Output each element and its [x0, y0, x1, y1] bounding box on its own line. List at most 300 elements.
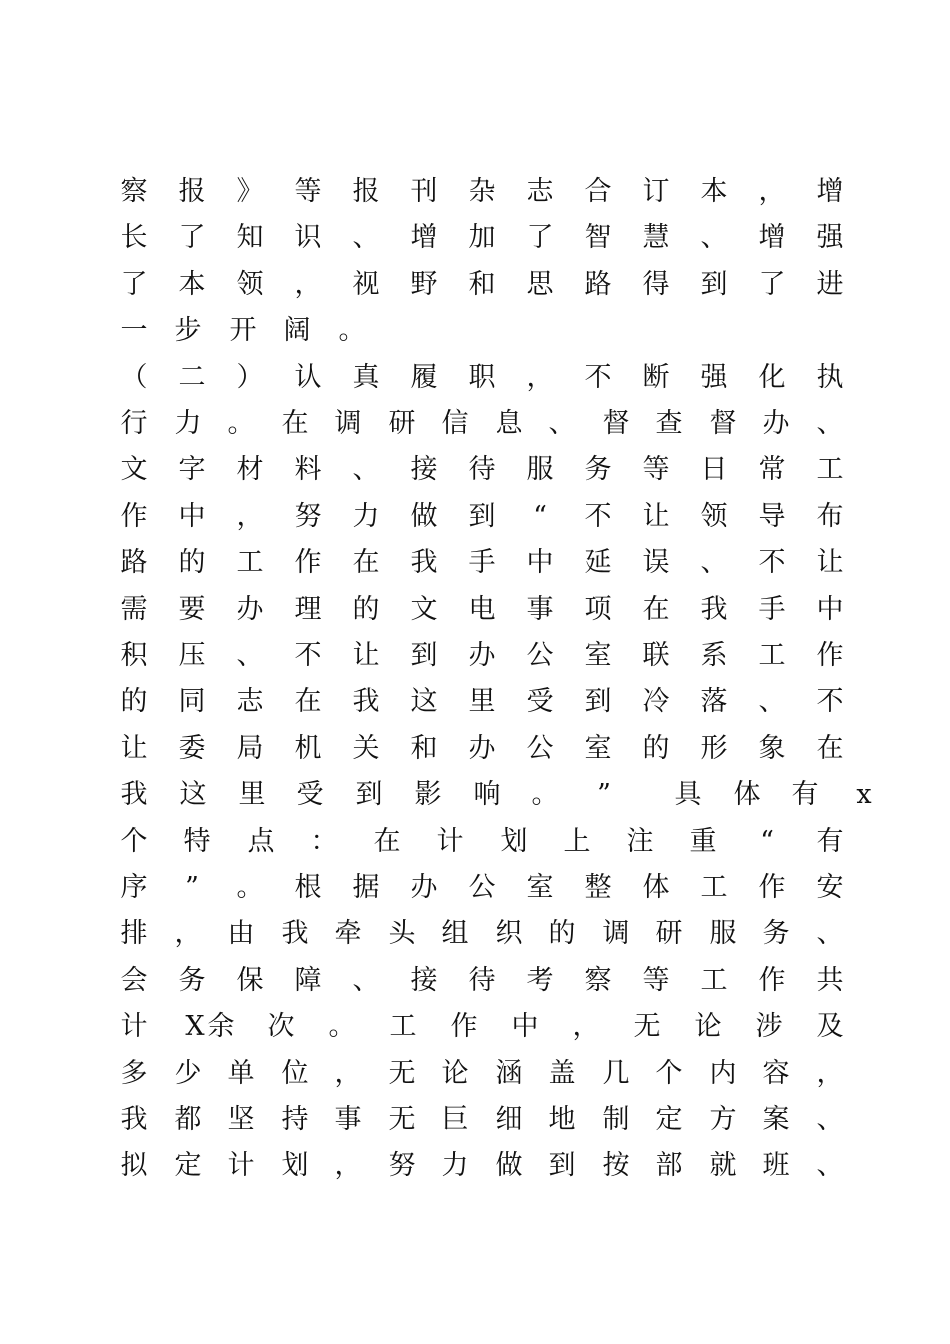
- text-char: ，: [174, 918, 202, 949]
- text-char: 调: [602, 918, 630, 949]
- text-char: 本: [700, 176, 728, 207]
- text-char: 路: [120, 547, 148, 578]
- text-char: 几: [602, 1058, 630, 1089]
- text-char: 在: [281, 408, 309, 439]
- text-char: 调: [334, 408, 362, 439]
- text-char: 息: [495, 408, 523, 439]
- text-line: [0, 1007, 950, 1047]
- text-char: 到: [548, 1150, 576, 1181]
- text-char: 不: [816, 686, 844, 717]
- text-char: 工: [816, 454, 844, 485]
- text-char: 常: [758, 454, 786, 485]
- text-char: 领: [700, 501, 728, 532]
- text-char: 作: [120, 501, 148, 532]
- text-char: 工: [758, 640, 786, 671]
- text-char: 工: [700, 872, 728, 903]
- text-char: ，: [816, 1058, 844, 1089]
- text-char: 进: [816, 269, 844, 300]
- text-char: 力: [441, 1150, 469, 1181]
- text-line: [0, 636, 950, 676]
- text-char: 涉: [755, 1011, 783, 1042]
- text-char: 头: [388, 918, 416, 949]
- text-char: 都: [174, 1104, 202, 1135]
- text-char: 职: [468, 362, 496, 393]
- text-char: 行: [120, 408, 148, 439]
- text-char: 涵: [495, 1058, 523, 1089]
- text-char: 了: [120, 269, 148, 300]
- text-char: 方: [709, 1104, 737, 1135]
- text-char: 无: [388, 1104, 416, 1135]
- text-char: 和: [410, 733, 438, 764]
- text-char: 接: [410, 965, 438, 996]
- text-char: 。: [236, 872, 264, 903]
- text-char: 信: [441, 408, 469, 439]
- text-char: 误: [642, 547, 670, 578]
- text-char: 办: [468, 640, 496, 671]
- text-char: X: [185, 1011, 205, 1042]
- text-char: 文: [120, 454, 148, 485]
- text-char: 接: [410, 454, 438, 485]
- text-char: 体: [733, 779, 761, 810]
- text-char: 保: [236, 965, 264, 996]
- text-char: 、: [700, 547, 728, 578]
- text-char: 压: [178, 640, 206, 671]
- text-char: x: [856, 779, 872, 810]
- text-char: 督: [709, 408, 737, 439]
- text-char: 、: [816, 1104, 844, 1135]
- text-char: 到: [468, 501, 496, 532]
- text-char: 中: [816, 594, 844, 625]
- text-char: 公: [526, 733, 554, 764]
- text-char: 无: [633, 1011, 661, 1042]
- text-char: 一: [120, 315, 148, 346]
- text-char: 服: [526, 454, 554, 485]
- text-char: 细: [495, 1104, 523, 1135]
- text-char: 让: [120, 733, 148, 764]
- text-char: 按: [602, 1150, 630, 1181]
- text-char: 认: [294, 362, 322, 393]
- text-char: 拟: [120, 1150, 148, 1181]
- text-char: 案: [762, 1104, 790, 1135]
- text-char: 里: [238, 779, 266, 810]
- text-char: 盖: [548, 1058, 576, 1089]
- text-char: 织: [495, 918, 523, 949]
- text-char: 受: [526, 686, 554, 717]
- text-char: 得: [642, 269, 670, 300]
- text-char: 次: [267, 1011, 295, 1042]
- text-char: 这: [179, 779, 207, 810]
- text-char: 需: [120, 594, 148, 625]
- text-char: 这: [410, 686, 438, 717]
- text-char: ）: [236, 362, 264, 393]
- text-char: 阔: [283, 315, 311, 346]
- text-char: 、: [352, 454, 380, 485]
- text-char: 落: [700, 686, 728, 717]
- text-char: 计: [227, 1150, 255, 1181]
- text-char: ，: [334, 1150, 362, 1181]
- text-char: 察: [584, 965, 612, 996]
- text-line: [0, 822, 950, 862]
- text-char: 在: [294, 686, 322, 717]
- text-char: 在: [373, 826, 401, 857]
- text-char: 坚: [227, 1104, 255, 1135]
- text-char: 等: [294, 176, 322, 207]
- text-char: 和: [468, 269, 496, 300]
- text-char: 里: [468, 686, 496, 717]
- text-char: 工: [389, 1011, 417, 1042]
- text-char: 到: [355, 779, 383, 810]
- text-char: 的: [642, 733, 670, 764]
- text-char: 加: [468, 222, 496, 253]
- text-line: [0, 311, 950, 351]
- text-char: 查: [655, 408, 683, 439]
- text-char: 文: [410, 594, 438, 625]
- text-char: 、: [816, 1150, 844, 1181]
- text-char: 了: [178, 222, 206, 253]
- text-char: 及: [816, 1011, 844, 1042]
- text-char: 增: [758, 222, 786, 253]
- text-char: 真: [352, 362, 380, 393]
- text-char: 安: [816, 872, 844, 903]
- text-char: 让: [642, 501, 670, 532]
- text-char: 内: [709, 1058, 737, 1089]
- text-char: 、: [352, 965, 380, 996]
- text-char: 单: [227, 1058, 255, 1089]
- text-char: 知: [236, 222, 264, 253]
- text-char: 务: [178, 965, 206, 996]
- text-char: 材: [236, 454, 264, 485]
- text-char: 划: [281, 1150, 309, 1181]
- text-char: 重: [689, 826, 717, 857]
- text-line: [0, 265, 950, 305]
- text-char: 组: [441, 918, 469, 949]
- text-char: 、: [352, 222, 380, 253]
- text-char: 定: [655, 1104, 683, 1135]
- text-char: ”: [185, 872, 199, 903]
- text-char: 的: [178, 547, 206, 578]
- text-char: 增: [816, 176, 844, 207]
- text-char: 办: [468, 733, 496, 764]
- text-char: 室: [584, 733, 612, 764]
- text-char: 努: [388, 1150, 416, 1181]
- text-char: 到: [584, 686, 612, 717]
- text-char: 余: [207, 1011, 235, 1042]
- text-line: [0, 218, 950, 258]
- text-char: 中: [178, 501, 206, 532]
- text-char: 积: [120, 640, 148, 671]
- text-char: 断: [642, 362, 670, 393]
- text-char: 由: [227, 918, 255, 949]
- text-char: 划: [500, 826, 528, 857]
- text-char: 开: [229, 315, 257, 346]
- text-char: 在: [352, 547, 380, 578]
- text-char: 步: [174, 315, 202, 346]
- text-char: 办: [410, 872, 438, 903]
- text-char: 受: [296, 779, 324, 810]
- text-char: ，: [758, 176, 786, 207]
- text-char: 作: [816, 640, 844, 671]
- text-char: 公: [468, 872, 496, 903]
- text-char: 有: [816, 826, 844, 857]
- text-char: 努: [294, 501, 322, 532]
- text-char: ，: [572, 1011, 600, 1042]
- text-line: [0, 1146, 950, 1186]
- text-char: 牵: [334, 918, 362, 949]
- text-char: 、: [548, 408, 576, 439]
- text-char: 部: [655, 1150, 683, 1181]
- text-char: 杂: [468, 176, 496, 207]
- text-char: 在: [642, 594, 670, 625]
- text-char: 序: [120, 872, 148, 903]
- text-char: 电: [468, 594, 496, 625]
- text-char: 、: [236, 640, 264, 671]
- text-char: 强: [816, 222, 844, 253]
- text-char: 增: [410, 222, 438, 253]
- text-char: 我: [410, 547, 438, 578]
- text-char: 计: [436, 826, 464, 857]
- text-char: 关: [352, 733, 380, 764]
- text-char: 订: [642, 176, 670, 207]
- text-char: 日: [700, 454, 728, 485]
- text-char: 个: [655, 1058, 683, 1089]
- text-char: 无: [388, 1058, 416, 1089]
- text-line: [0, 450, 950, 490]
- text-char: 视: [352, 269, 380, 300]
- text-char: ，: [334, 1058, 362, 1089]
- text-char: 作: [294, 547, 322, 578]
- text-char: 响: [473, 779, 501, 810]
- text-char: 会: [120, 965, 148, 996]
- text-line: [0, 358, 950, 398]
- text-char: 多: [120, 1058, 148, 1089]
- text-char: 根: [294, 872, 322, 903]
- text-char: 让: [352, 640, 380, 671]
- text-char: 室: [526, 872, 554, 903]
- text-line: [0, 1054, 950, 1094]
- text-char: 作: [450, 1011, 478, 1042]
- text-line: [0, 1100, 950, 1140]
- text-char: 制: [602, 1104, 630, 1135]
- text-char: 务: [584, 454, 612, 485]
- text-char: 、: [700, 222, 728, 253]
- text-char: 点: [247, 826, 275, 857]
- text-char: 导: [758, 501, 786, 532]
- text-char: 排: [120, 918, 148, 949]
- text-char: 识: [294, 222, 322, 253]
- text-char: 智: [584, 222, 612, 253]
- text-char: 作: [758, 872, 786, 903]
- text-char: ，: [526, 362, 554, 393]
- text-char: 领: [236, 269, 264, 300]
- text-char: 持: [281, 1104, 309, 1135]
- text-char: 同: [178, 686, 206, 717]
- text-char: 志: [236, 686, 264, 717]
- text-char: 做: [495, 1150, 523, 1181]
- text-char: 等: [642, 454, 670, 485]
- text-char: 长: [120, 222, 148, 253]
- text-char: 联: [642, 640, 670, 671]
- text-line: [0, 590, 950, 630]
- text-char: 办: [236, 594, 264, 625]
- text-char: 工: [700, 965, 728, 996]
- text-char: 报: [352, 176, 380, 207]
- text-char: 字: [178, 454, 206, 485]
- text-char: 我: [352, 686, 380, 717]
- text-char: ”: [597, 779, 611, 810]
- text-char: 了: [526, 222, 554, 253]
- text-char: 。: [227, 408, 255, 439]
- text-char: ，: [294, 269, 322, 300]
- text-char: 不: [584, 501, 612, 532]
- text-char: 理: [294, 594, 322, 625]
- text-char: 研: [655, 918, 683, 949]
- text-char: 作: [758, 965, 786, 996]
- text-char: 少: [174, 1058, 202, 1089]
- text-char: （: [120, 362, 148, 393]
- text-char: 慧: [642, 222, 670, 253]
- text-line: [0, 914, 950, 954]
- text-char: 个: [120, 826, 148, 857]
- text-char: 具: [674, 779, 702, 810]
- text-char: 本: [178, 269, 206, 300]
- text-char: 服: [709, 918, 737, 949]
- text-char: 化: [758, 362, 786, 393]
- text-char: 据: [352, 872, 380, 903]
- text-char: 我: [281, 918, 309, 949]
- text-char: 布: [816, 501, 844, 532]
- text-char: 执: [816, 362, 844, 393]
- text-char: 手: [758, 594, 786, 625]
- text-char: 志: [526, 176, 554, 207]
- text-char: 我: [120, 1104, 148, 1135]
- text-char: 做: [410, 501, 438, 532]
- text-char: 手: [468, 547, 496, 578]
- text-char: 料: [294, 454, 322, 485]
- text-char: 中: [511, 1011, 539, 1042]
- text-char: 工: [236, 547, 264, 578]
- text-char: 》: [236, 176, 264, 207]
- text-char: 督: [602, 408, 630, 439]
- text-char: 合: [584, 176, 612, 207]
- text-char: 就: [709, 1150, 737, 1181]
- text-char: 。: [328, 1011, 356, 1042]
- text-char: ：: [310, 826, 338, 857]
- text-char: 地: [548, 1104, 576, 1135]
- text-line: [0, 543, 950, 583]
- text-char: 委: [178, 733, 206, 764]
- text-char: 履: [410, 362, 438, 393]
- text-line: [0, 172, 950, 212]
- text-char: 中: [526, 547, 554, 578]
- text-line: [0, 497, 950, 537]
- text-line: [0, 729, 950, 769]
- text-char: 我: [120, 779, 148, 810]
- text-char: 研: [388, 408, 416, 439]
- text-char: 障: [294, 965, 322, 996]
- text-line: [0, 868, 950, 908]
- text-char: 待: [468, 454, 496, 485]
- text-char: 定: [174, 1150, 202, 1181]
- text-char: 报: [178, 176, 206, 207]
- text-char: 待: [468, 965, 496, 996]
- text-char: 、: [816, 918, 844, 949]
- text-char: 共: [816, 965, 844, 996]
- text-char: 不: [758, 547, 786, 578]
- text-char: 体: [642, 872, 670, 903]
- text-char: 让: [816, 547, 844, 578]
- text-char: 野: [410, 269, 438, 300]
- text-char: 路: [584, 269, 612, 300]
- text-char: 上: [563, 826, 591, 857]
- text-char: 论: [694, 1011, 722, 1042]
- text-char: 影: [414, 779, 442, 810]
- text-line: [0, 775, 950, 815]
- text-char: 整: [584, 872, 612, 903]
- text-char: “: [533, 501, 547, 532]
- text-char: 的: [352, 594, 380, 625]
- text-char: 项: [584, 594, 612, 625]
- text-char: 不: [294, 640, 322, 671]
- text-char: 事: [526, 594, 554, 625]
- text-char: 不: [584, 362, 612, 393]
- text-char: 务: [762, 918, 790, 949]
- text-char: 力: [174, 408, 202, 439]
- text-char: 冷: [642, 686, 670, 717]
- text-char: 的: [548, 918, 576, 949]
- text-char: 特: [183, 826, 211, 857]
- text-char: 巨: [441, 1104, 469, 1135]
- text-char: 察: [120, 176, 148, 207]
- text-char: 了: [758, 269, 786, 300]
- text-char: 论: [441, 1058, 469, 1089]
- text-char: 有: [791, 779, 819, 810]
- text-char: 延: [584, 547, 612, 578]
- text-char: 计: [120, 1011, 148, 1042]
- text-char: 象: [758, 733, 786, 764]
- text-char: 等: [642, 965, 670, 996]
- text-char: 、: [758, 686, 786, 717]
- text-char: 强: [700, 362, 728, 393]
- text-char: 力: [352, 501, 380, 532]
- text-char: 二: [178, 362, 206, 393]
- text-char: 局: [236, 733, 264, 764]
- text-char: 到: [700, 269, 728, 300]
- text-line: [0, 404, 950, 444]
- text-char: 在: [816, 733, 844, 764]
- text-char: 公: [526, 640, 554, 671]
- text-char: 我: [700, 594, 728, 625]
- text-char: 要: [178, 594, 206, 625]
- text-line: [0, 961, 950, 1001]
- text-line: [0, 682, 950, 722]
- text-char: 思: [526, 269, 554, 300]
- text-char: 、: [816, 408, 844, 439]
- text-char: 刊: [410, 176, 438, 207]
- text-char: 的: [120, 686, 148, 717]
- text-char: 形: [700, 733, 728, 764]
- text-char: ，: [236, 501, 264, 532]
- text-char: 容: [762, 1058, 790, 1089]
- text-char: “: [760, 826, 774, 857]
- text-char: 班: [762, 1150, 790, 1181]
- text-char: 系: [700, 640, 728, 671]
- text-char: 位: [281, 1058, 309, 1089]
- text-char: 办: [762, 408, 790, 439]
- text-char: 机: [294, 733, 322, 764]
- text-char: 注: [626, 826, 654, 857]
- text-char: 。: [531, 779, 559, 810]
- text-char: 室: [584, 640, 612, 671]
